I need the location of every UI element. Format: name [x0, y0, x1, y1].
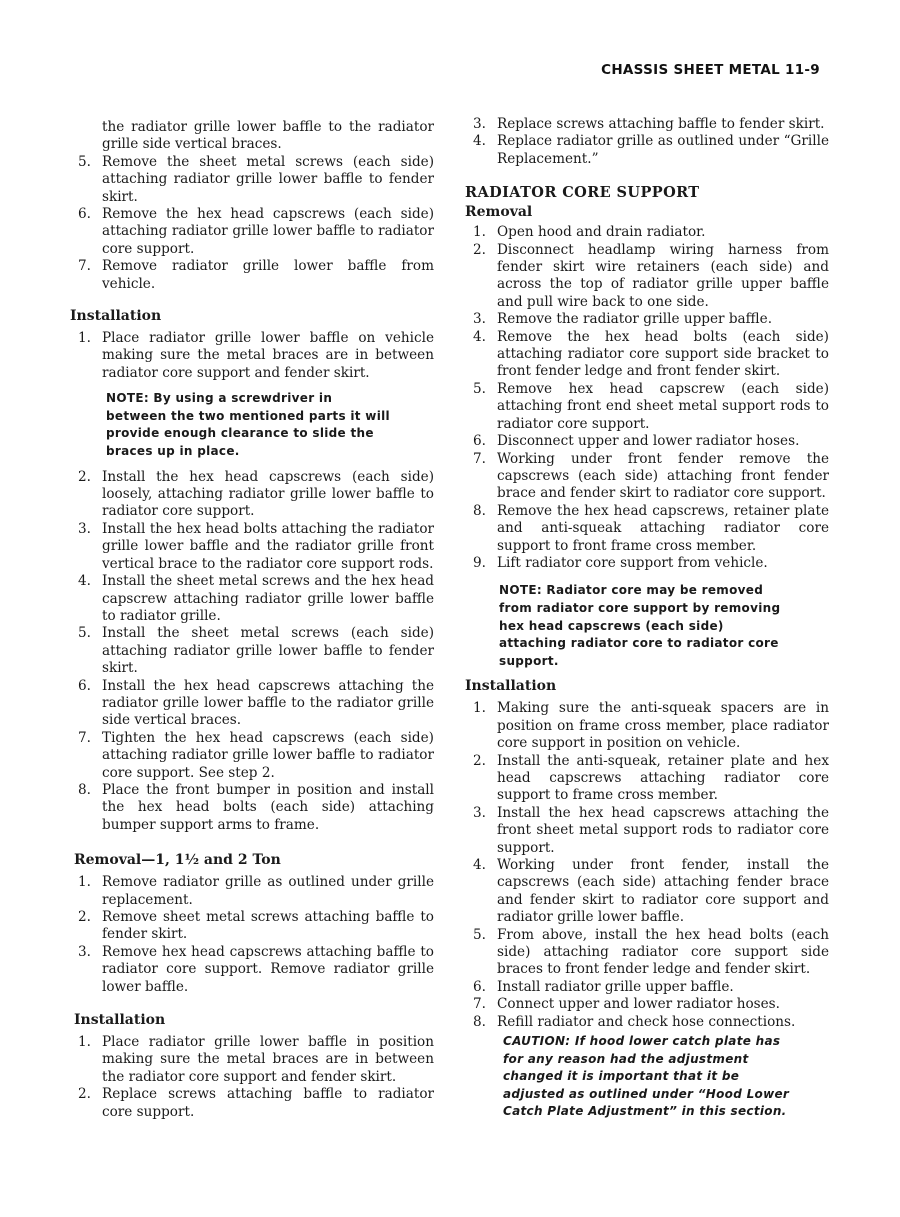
- step-text: Install radiator grille upper baffle.: [497, 978, 734, 995]
- right-column: [463, 116, 829, 1129]
- step-number: 3.: [473, 116, 486, 132]
- step-text: Install the sheet metal screws (each side) attaching radiator grille lower baffle to fender skirt.: [102, 625, 434, 677]
- list-item: [463, 1014, 829, 1031]
- step-text: Install the hex head capscrews attaching the radiator grille lower baffle to the radiator grille side vertical braces.: [102, 677, 434, 729]
- list-item: [463, 996, 829, 1013]
- list-item: [463, 700, 829, 752]
- list-item: [68, 678, 434, 730]
- step-number: 1.: [78, 874, 91, 891]
- step-number: 2.: [473, 752, 486, 769]
- step-number: 3.: [78, 520, 91, 537]
- step-text: Remove hex head capscrew (each side) attaching front end sheet metal support rods to radiator core support.: [497, 380, 829, 432]
- step-number: 6.: [78, 206, 91, 223]
- installation-steps: [68, 330, 434, 834]
- installation-heading: Installation: [70, 308, 162, 325]
- installation-ton-heading: Installation: [74, 1012, 166, 1029]
- list-item: [463, 451, 829, 503]
- step-number: 1.: [78, 1034, 91, 1051]
- step-number: 8.: [473, 502, 486, 519]
- step-number: 5.: [473, 926, 486, 943]
- step-text: Refill radiator and check hose connections.: [497, 1013, 796, 1030]
- list-item: [463, 857, 829, 927]
- list-item: [463, 224, 829, 241]
- list-item: [68, 330, 434, 382]
- left-column: [68, 119, 434, 1121]
- step-text: Replace screws attaching baffle to fender skirt.: [497, 116, 825, 132]
- caution-note: CAUTION: If hood lower catch plate has for any reason had the adjustment changed it is important that it be adjusted as outlined under “Hood Lower Catch Plate Adjustment” in this section.: [503, 1034, 790, 1119]
- list-item: [68, 573, 434, 625]
- step-text: Install the sheet metal screws and the hex head capscrew attaching radiator grille lower baffle to radiator grille.: [102, 573, 434, 624]
- list-item: [463, 133, 829, 168]
- list-item: [68, 625, 434, 677]
- list-item: [463, 555, 829, 572]
- removal-steps-continued: [68, 154, 434, 293]
- step-text: Place the front bumper in position and install the hex head bolts (each side) attaching bumper support arms to frame.: [102, 781, 434, 833]
- step-text: Disconnect upper and lower radiator hoses.: [497, 433, 800, 450]
- list-item: [68, 469, 434, 521]
- step-number: 4.: [78, 573, 91, 590]
- removal-heading: Removal: [465, 204, 533, 221]
- installation-heading: Installation: [465, 678, 557, 695]
- step-text: Remove the hex head bolts (each side) attaching radiator core support side bracket to front fender ledge and front fender skirt.: [497, 328, 829, 380]
- step-number: 2.: [78, 1086, 91, 1103]
- step-text: Install the hex head capscrews attaching the front sheet metal support rods to radiator core support.: [497, 804, 829, 856]
- list-item: [68, 1034, 434, 1086]
- step-text: Open hood and drain radiator.: [497, 224, 706, 241]
- step-text: Making sure the anti-squeak spacers are in position on frame cross member, place radiator core support in position on vehicle.: [497, 700, 829, 752]
- list-item: [463, 433, 829, 450]
- step-number: 8.: [473, 1013, 486, 1030]
- step-text: Lift radiator core support from vehicle.: [497, 554, 768, 571]
- list-item: [68, 874, 434, 909]
- list-item: [463, 116, 829, 133]
- step-number: 4.: [473, 328, 486, 345]
- step-number: 6.: [78, 677, 91, 694]
- step-number: 4.: [473, 856, 486, 873]
- step-text: Working under front fender, install the capscrews (each side) attaching fender brace and fender skirt to radiator core support and radiator grille lower baffle.: [497, 856, 829, 926]
- step-number: 5.: [78, 153, 91, 170]
- step-text: Remove radiator grille as outlined under grille replacement.: [102, 874, 434, 908]
- step-number: 1.: [473, 700, 486, 717]
- installation-ton-steps-continued: [463, 116, 829, 168]
- step-number: 7.: [78, 729, 91, 746]
- step-text: Place radiator grille lower baffle in position making sure the metal braces are in between the radiator core support and fender skirt.: [102, 1034, 434, 1085]
- step-text: Install the hex head capscrews (each side) loosely, attaching radiator grille lower baffle to radiator core support.: [102, 468, 434, 520]
- list-item: [68, 154, 434, 206]
- removal-ton-heading: Removal—1, 1½ and 2 Ton: [74, 852, 281, 869]
- list-item: [463, 979, 829, 996]
- step-text: Install the hex head bolts attaching the radiator grille lower baffle and the radiator grille front vertical brace to the radiator core support rods.: [102, 520, 434, 572]
- step-text: Connect upper and lower radiator hoses.: [497, 996, 780, 1013]
- step-text: Install the anti-squeak, retainer plate and hex head capscrews attaching radiator core support to frame cross member.: [497, 752, 829, 804]
- step-number: 7.: [473, 996, 486, 1013]
- list-item: [463, 242, 829, 312]
- step-number: 2.: [78, 909, 91, 925]
- step-text: Remove the sheet metal screws (each side) attaching radiator grille lower baffle to fender skirt.: [102, 153, 434, 205]
- list-item: [68, 909, 434, 944]
- step-text: Disconnect headlamp wiring harness from fender skirt wire retainers (each side) and across the top of radiator grille upper baffle and pull wire back to one side.: [497, 241, 829, 310]
- step-text: Replace screws attaching baffle to radiator core support.: [102, 1086, 434, 1120]
- installation-note: NOTE: By using a screwdriver in between the two mentioned parts it will provide enough clearance to slide the braces up in place.: [106, 391, 390, 459]
- step-text: Remove the radiator grille upper baffle.: [497, 311, 773, 328]
- continued-step-text: the radiator grille lower baffle to the radiator grille side vertical braces.: [102, 119, 434, 153]
- step-text: Place radiator grille lower baffle on vehicle making sure the metal braces are in between radiator core support and fender skirt.: [102, 330, 434, 381]
- step-text: Replace radiator grille as outlined under “Grille Replacement.”: [497, 133, 829, 167]
- step-text: Working under front fender remove the capscrews (each side) attaching front fender brace and fender skirt to radiator core support.: [497, 450, 829, 502]
- section-heading: RADIATOR CORE SUPPORT: [465, 184, 700, 202]
- list-item: [68, 782, 434, 834]
- step-number: 7.: [473, 450, 486, 467]
- list-item: [463, 329, 829, 381]
- list-item: [463, 381, 829, 433]
- installation-steps: [463, 700, 829, 1031]
- step-number: 7.: [78, 258, 91, 275]
- step-number: 2.: [473, 241, 486, 258]
- removal-note: NOTE: Radiator core may be removed from radiator core support by removing hex head capscrews (each side) attaching radiator core to radiator core support.: [499, 583, 781, 668]
- list-item: [68, 206, 434, 258]
- removal-steps: [463, 224, 829, 572]
- step-number: 2.: [78, 468, 91, 485]
- step-text: Remove hex head capscrews attaching baffle to radiator core support. Remove radiator grille lower baffle.: [102, 943, 434, 995]
- page-header: CHASSIS SHEET METAL 11-9: [601, 62, 820, 78]
- step-number: 5.: [473, 380, 486, 397]
- step-number: 4.: [473, 133, 486, 150]
- step-number: 3.: [473, 804, 486, 821]
- step-number: 5.: [78, 625, 91, 642]
- removal-ton-steps: [68, 874, 434, 996]
- step-text: Remove radiator grille lower baffle from vehicle.: [102, 258, 434, 292]
- step-text: Remove the hex head capscrews, retainer plate and anti-squeak attaching radiator core support to front frame cross member.: [497, 502, 829, 554]
- step-number: 6.: [473, 978, 486, 995]
- list-item: [68, 944, 434, 996]
- installation-ton-steps: [68, 1034, 434, 1121]
- step-text: From above, install the hex head bolts (each side) attaching radiator core support side braces to front fender ledge and fender skirt.: [497, 926, 829, 978]
- step-text: Remove the hex head capscrews (each side) attaching radiator grille lower baffle to radiator core support.: [102, 206, 434, 257]
- step-number: 6.: [473, 433, 486, 450]
- step-number: 1.: [78, 330, 91, 347]
- step-number: 3.: [473, 311, 486, 328]
- list-item: [463, 805, 829, 857]
- list-item: [463, 503, 829, 555]
- step-number: 8.: [78, 781, 91, 798]
- list-item: [68, 1086, 434, 1121]
- step-number: 1.: [473, 224, 486, 241]
- list-item: [463, 927, 829, 979]
- list-item: [463, 753, 829, 805]
- step-number: 9.: [473, 554, 486, 571]
- list-item: [68, 521, 434, 573]
- list-item: [68, 730, 434, 782]
- step-text: Remove sheet metal screws attaching baffle to fender skirt.: [102, 909, 434, 943]
- list-item: [68, 258, 434, 293]
- step-number: 3.: [78, 943, 91, 960]
- step-text: Tighten the hex head capscrews (each side) attaching radiator grille lower baffle to radiator core support. See step 2.: [102, 729, 434, 781]
- list-item: [463, 311, 829, 328]
